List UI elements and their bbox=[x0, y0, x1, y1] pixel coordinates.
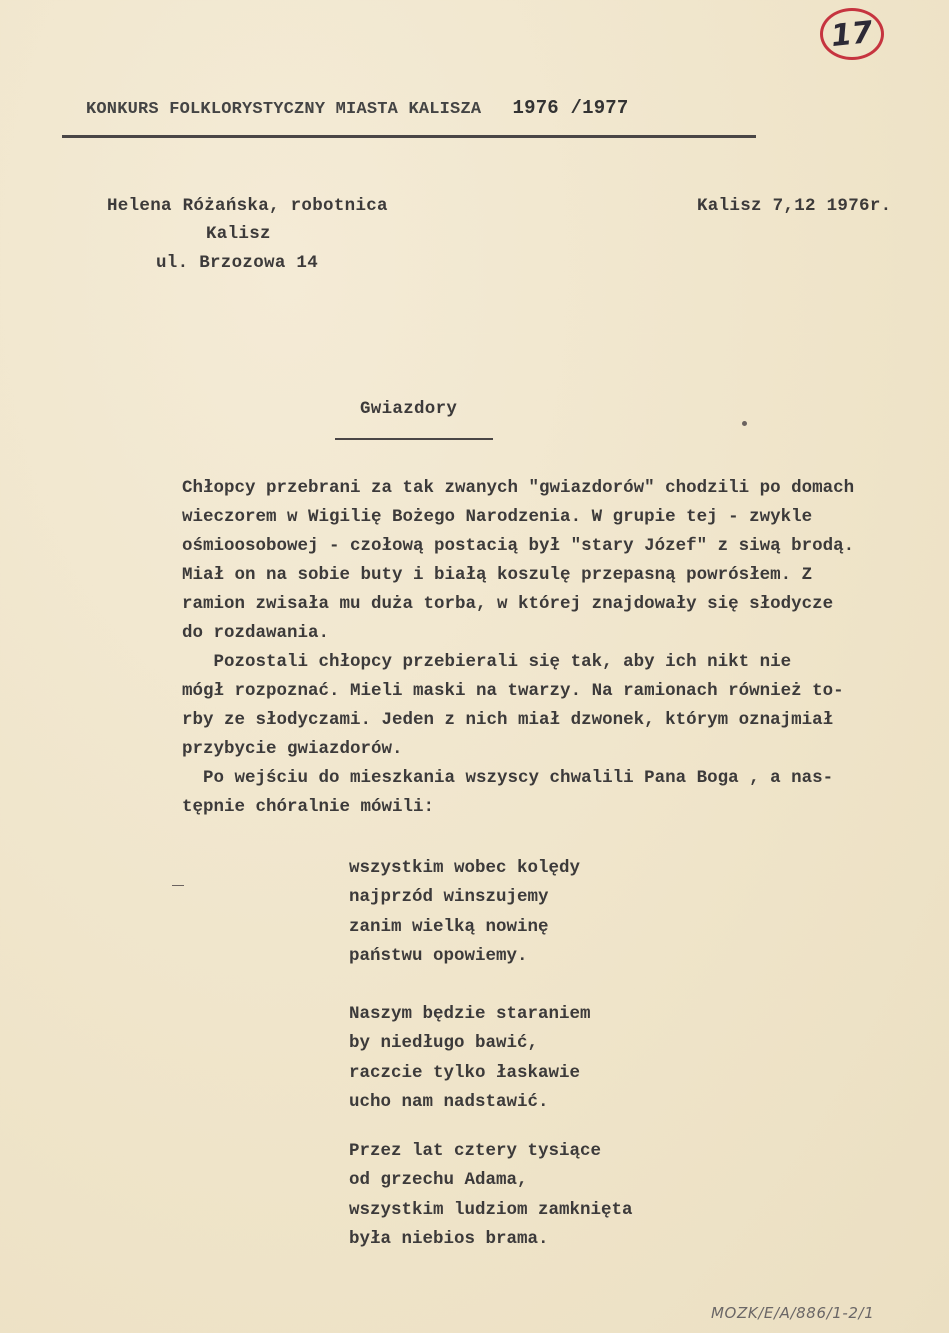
author-name: Helena Różańska, robotnica bbox=[107, 196, 388, 216]
verse-line: najprzód winszujemy bbox=[349, 887, 549, 908]
header-year: 1976 /1977 bbox=[512, 97, 629, 119]
text-line: ramion zwisała mu duża torba, w której znajdowały się słodycze bbox=[182, 594, 834, 614]
text-line: ośmioosobowej - czołową postacią był "stary Józef" z siwą brodą. bbox=[182, 536, 855, 556]
author-city: Kalisz bbox=[206, 224, 271, 244]
paragraph-1 bbox=[182, 474, 949, 648]
text-line: mógł rozpoznać. Mieli maski na twarzy. Na ramionach również to- bbox=[182, 681, 844, 701]
paragraph-3 bbox=[182, 764, 949, 822]
verse-line: Przez lat cztery tysiące bbox=[349, 1141, 602, 1161]
verse-1 bbox=[349, 854, 580, 971]
document-title: Gwiazdory bbox=[360, 399, 458, 419]
text-line: Miał on na sobie buty i białą koszulę przepasną powrósłem. Z bbox=[182, 565, 813, 585]
text-line: wieczorem w Wigilię Bożego Narodzenia. W grupie tej - zwykle bbox=[182, 507, 813, 527]
verse-line: raczcie tylko łaskawie bbox=[349, 1062, 581, 1083]
text-line: do rozdawania. bbox=[182, 623, 330, 643]
text-line: Pozostali chłopcy przebierali się tak, aby ich nikt nie bbox=[182, 652, 792, 672]
verse-line: ucho nam nadstawić. bbox=[349, 1091, 549, 1112]
document-header bbox=[86, 97, 629, 119]
header-title: KONKURS FOLKLORYSTYCZNY MIASTA KALISZA bbox=[86, 100, 482, 119]
verse-2 bbox=[349, 1000, 591, 1117]
text-line: Chłopcy przebrani za tak zwanych "gwiazdorów" chodzili po domach bbox=[182, 478, 855, 498]
page-number: 17 bbox=[829, 14, 875, 54]
archive-reference: MOZK/E/A/886/1-2/1 bbox=[711, 1304, 875, 1322]
text-line: rby ze słodyczami. Jeden z nich miał dzwonek, którym oznajmiał bbox=[182, 710, 834, 730]
text-line: przybycie gwiazdorów. bbox=[182, 739, 403, 759]
verse-line: zanim wielką nowinę bbox=[349, 916, 549, 937]
header-rule bbox=[62, 135, 756, 138]
verse-line: wszystkim ludziom zamknięta bbox=[349, 1199, 633, 1220]
paper-mark bbox=[172, 885, 184, 886]
title-underline bbox=[335, 438, 493, 440]
author-street: ul. Brzozowa 14 bbox=[156, 253, 319, 273]
paragraph-2 bbox=[182, 648, 949, 764]
paper-speck bbox=[742, 421, 747, 426]
verse-line: Naszym będzie staraniem bbox=[349, 1004, 591, 1024]
verse-line: państwu opowiemy. bbox=[349, 945, 528, 966]
verse-line: od grzechu Adama, bbox=[349, 1170, 528, 1191]
verse-line: wszystkim wobec kolędy bbox=[349, 858, 581, 878]
text-line: tępnie chóralnie mówili: bbox=[182, 797, 435, 817]
text-line: Po wejściu do mieszkania wszyscy chwalili Pana Boga , a nas- bbox=[182, 768, 834, 788]
verse-line: była niebios brama. bbox=[349, 1228, 549, 1249]
verse-3 bbox=[349, 1137, 633, 1254]
document-date: Kalisz 7,12 1976r. bbox=[697, 196, 892, 216]
page-number-stamp bbox=[820, 8, 884, 60]
verse-line: by niedługo bawić, bbox=[349, 1033, 539, 1054]
